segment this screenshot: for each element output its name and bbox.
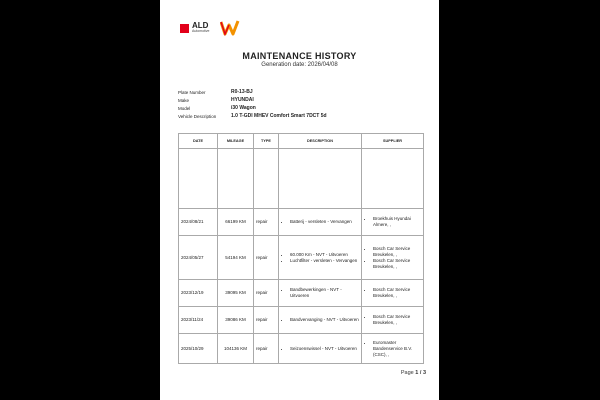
document-page [160, 0, 439, 400]
generation-date: Generation date: 2026/04/08 [261, 62, 338, 68]
cell-date: 2025/10/29 [179, 334, 218, 364]
make-value: HYUNDAI [231, 97, 254, 103]
cell-type: repair [254, 334, 279, 364]
table-row [179, 334, 424, 364]
table-row [179, 236, 424, 280]
w-brand-logo-icon [220, 19, 240, 37]
ald-logo-text: ALD [192, 21, 209, 31]
description-item: • Batterij - versleten - Vervangen [290, 219, 359, 225]
empty-cell [179, 149, 218, 209]
page-title: MAINTENANCE HISTORY [242, 51, 357, 61]
page-total: 3 [422, 370, 426, 376]
cell-supplier [362, 334, 424, 364]
plate-label: Plate Number [178, 89, 206, 95]
cell-type: repair [254, 236, 279, 280]
cell-mileage: 39095 KM [218, 280, 254, 307]
ald-logo [180, 22, 210, 34]
page-indicator [401, 370, 426, 376]
vehicle-info [178, 88, 327, 120]
supplier-item: • Bosch Car Service Breukelen, , [373, 246, 421, 258]
cell-type: repair [254, 307, 279, 334]
cell-supplier [362, 280, 424, 307]
cell-date: 2023/11/24 [179, 307, 218, 334]
page-separator: / [419, 370, 422, 376]
empty-cell [218, 149, 254, 209]
supplier-item: • Bosch Car Service Breukelen, , [373, 287, 421, 299]
cell-description [279, 334, 362, 364]
cell-mileage: 104136 KM [218, 334, 254, 364]
description-item: • 60.000 Km - NVT - Uitvoeren [290, 252, 359, 258]
cell-mileage: 66199 KM [218, 209, 254, 236]
make-label: Make [178, 97, 190, 103]
table-row [179, 280, 424, 307]
cell-date: 2024/08/21 [179, 209, 218, 236]
supplier-item: • Euromaster Bandenservice B.V. (CSC), , [373, 340, 421, 358]
cell-type: repair [254, 280, 279, 307]
description-item: • Bandvervanging - NVT - Uitvoeren [290, 317, 359, 323]
header-date: DATE [179, 134, 218, 149]
cell-type: repair [254, 209, 279, 236]
plate-value: R0-13-BJ [231, 89, 253, 95]
cell-description [279, 307, 362, 334]
vehicle-info-row [178, 88, 327, 96]
empty-cell [362, 149, 424, 209]
logo-bar [180, 18, 240, 38]
supplier-item: • Bosch Car Service Breukelen, , [373, 258, 421, 270]
cell-description [279, 209, 362, 236]
description-item: • Seizoenswissel - NVT - Uitvoeren [290, 346, 359, 352]
cell-supplier [362, 307, 424, 334]
page-current: 1 [415, 370, 419, 376]
description-value: 1.0 T-GDI MHEV Comfort Smart 7DCT 5d [231, 113, 327, 119]
cell-date: 2024/05/27 [179, 236, 218, 280]
table-row [179, 209, 424, 236]
page-label: Page [400, 370, 414, 376]
ald-red-square-icon [180, 24, 189, 33]
cell-mileage: 54194 KM [218, 236, 254, 280]
cell-description [279, 280, 362, 307]
header-supplier: SUPPLIER [362, 134, 424, 149]
description-item: • Luchtfilter - versleten - Vervangen [290, 258, 359, 264]
cell-supplier [362, 236, 424, 280]
header-description: DESCRIPTION [279, 134, 362, 149]
model-value: i30 Wagon [231, 105, 256, 111]
vehicle-info-row [178, 112, 327, 120]
ald-logo-subtext: Automotive [192, 29, 210, 34]
cell-mileage: 39086 KM [218, 307, 254, 334]
header-type: TYPE [254, 134, 279, 149]
table-row [179, 307, 424, 334]
table-header-row [179, 134, 424, 149]
empty-cell [279, 149, 362, 209]
table-row-empty [179, 149, 424, 209]
vehicle-info-row [178, 96, 327, 104]
cell-description [279, 236, 362, 280]
description-label: Vehicle Description [178, 113, 217, 119]
supplier-item: • Bosch Car Service Breukelen, , [373, 314, 421, 326]
cell-date: 2023/12/19 [179, 280, 218, 307]
empty-cell [254, 149, 279, 209]
description-item: • Bandbewerkingen - NVT - Uitvoeren [290, 287, 359, 299]
model-label: Model [178, 105, 191, 111]
supplier-item: • Broekhuis Hyundai Almere, , [373, 216, 421, 228]
header-mileage: MILEAGE [218, 134, 254, 149]
vehicle-info-row [178, 104, 327, 112]
cell-supplier [362, 209, 424, 236]
maintenance-table [178, 133, 424, 364]
